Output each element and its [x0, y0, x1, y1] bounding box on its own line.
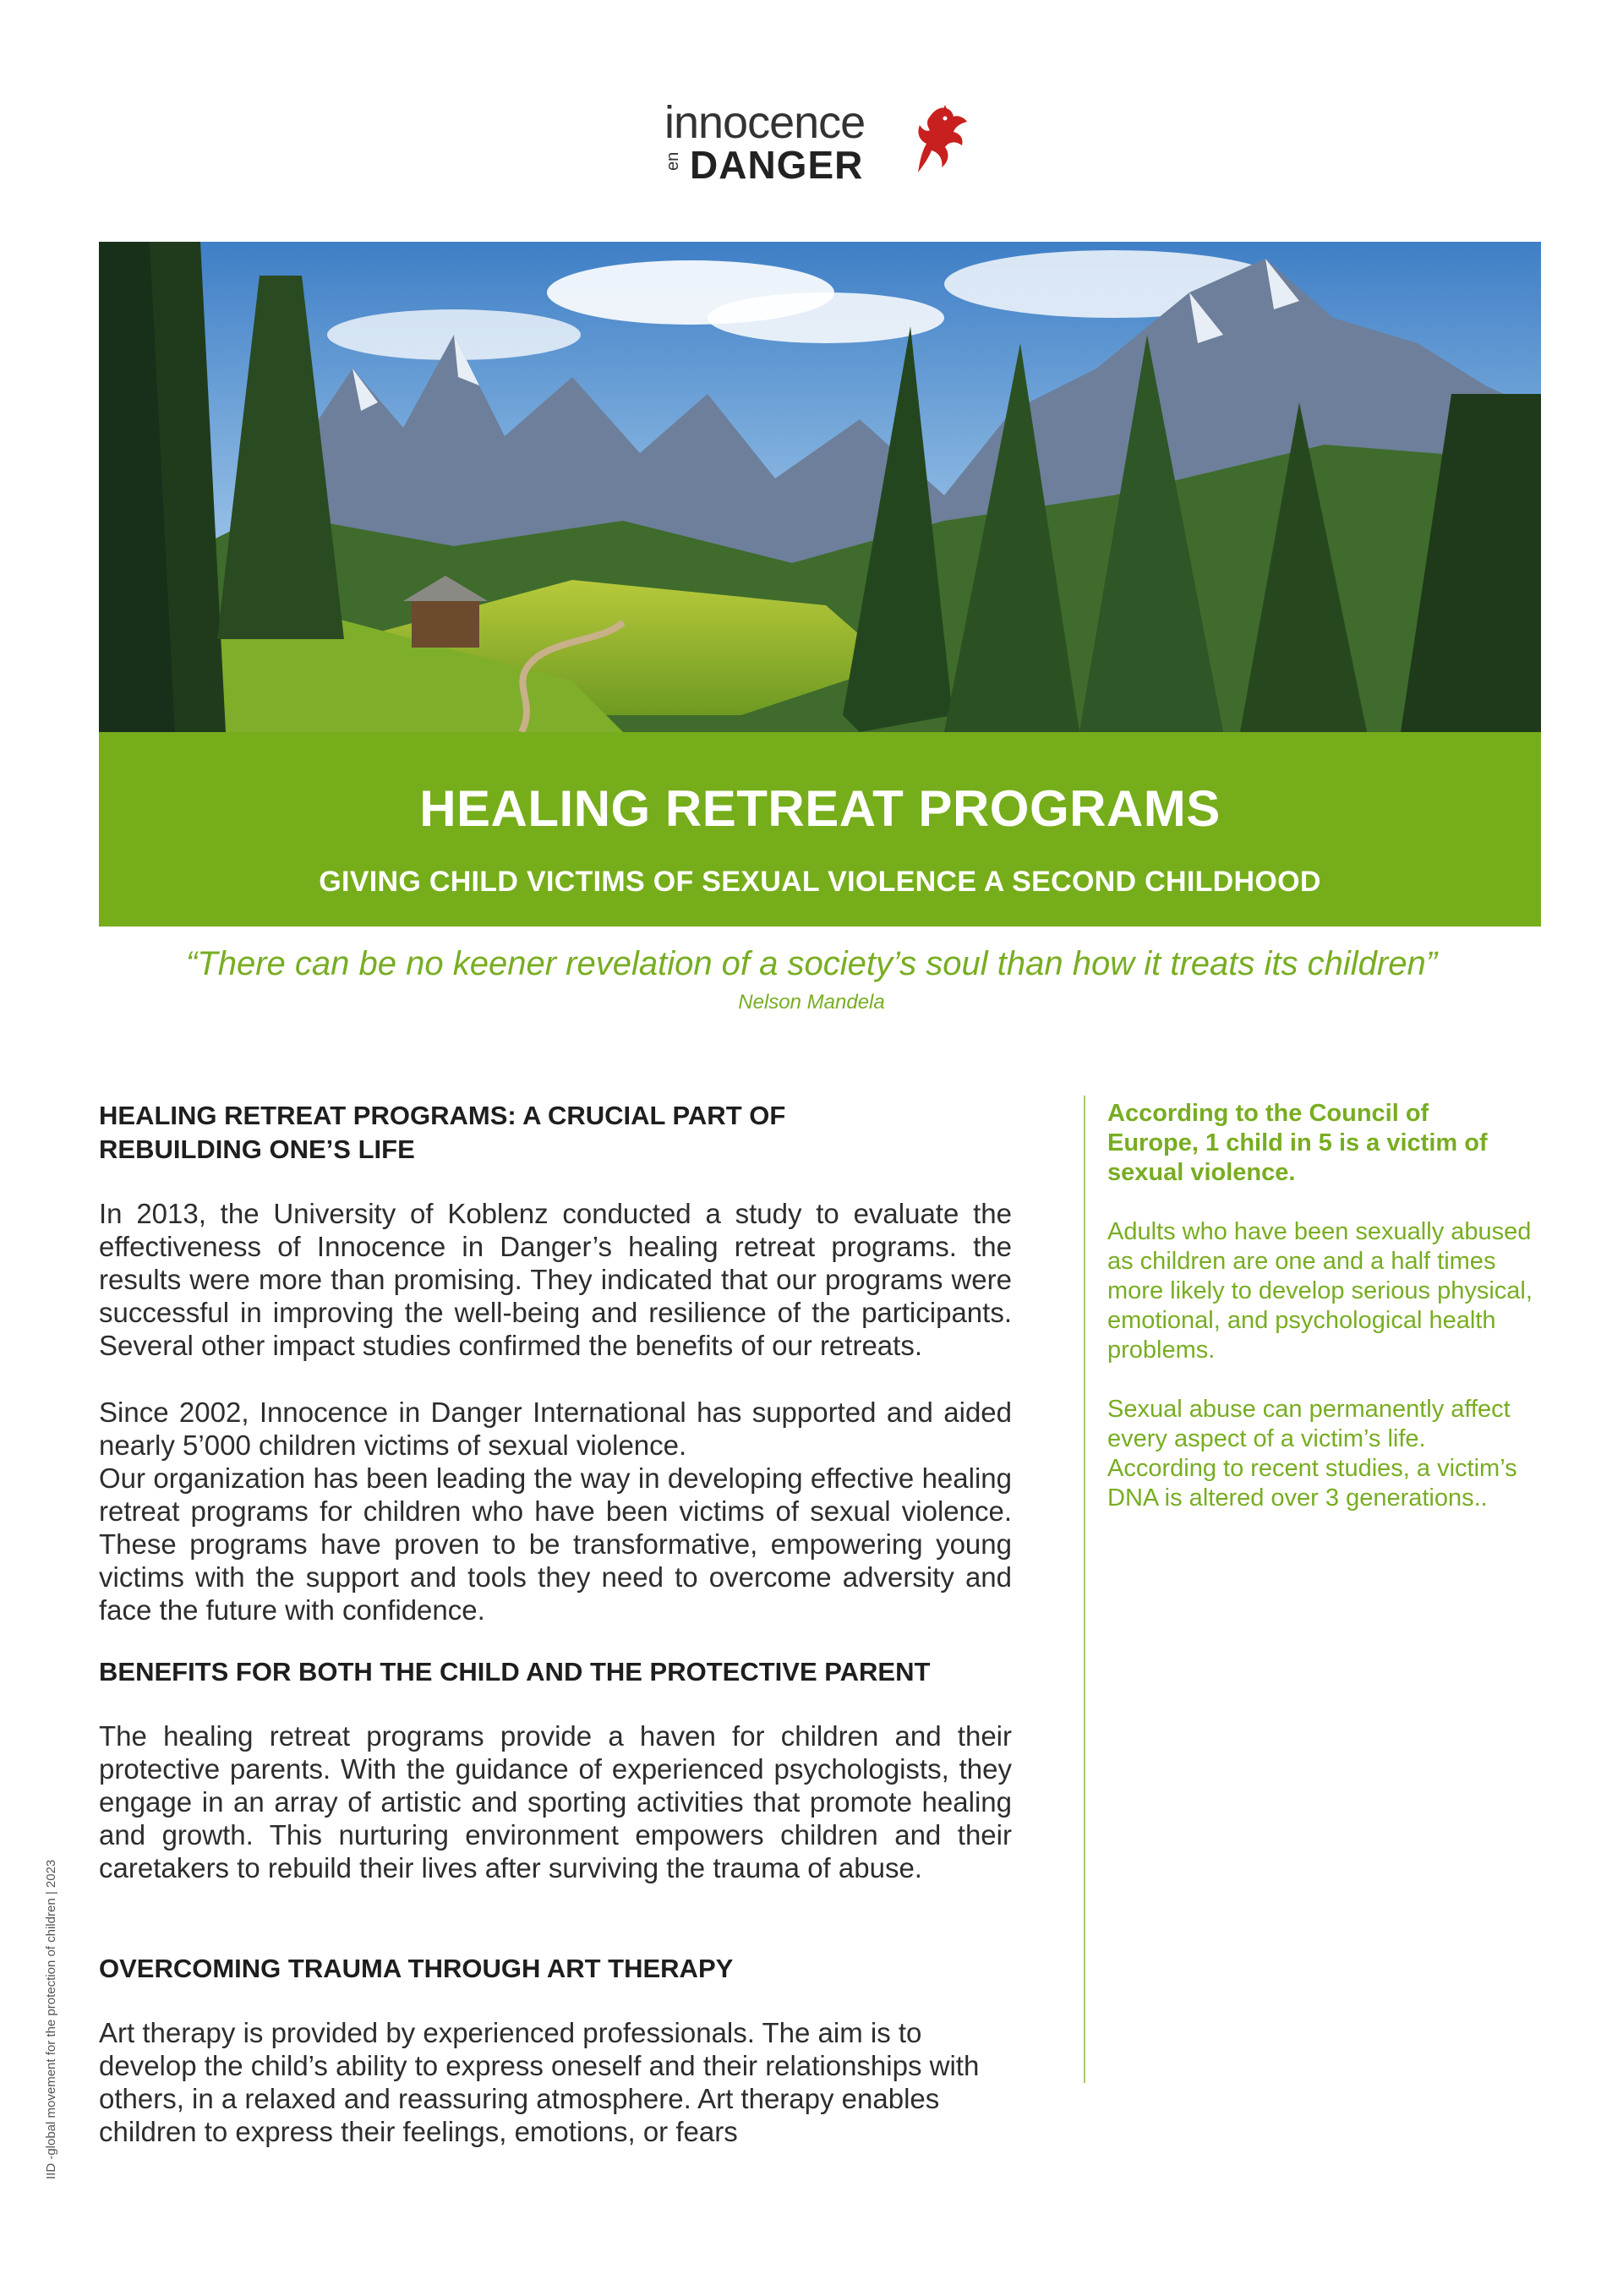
quote-author: Nelson Mandela [738, 991, 885, 1014]
footer-vertical-text: IID -global movement for the protection of children | 2023 [44, 1859, 58, 2179]
paragraph-since-2002: Since 2002, Innocence in Danger International has supported and aided nearly 5’000 children victims of sexual violence. [99, 1397, 1012, 1461]
column-divider [1084, 1096, 1085, 2083]
sidebar-facts [1107, 1099, 1547, 1513]
title-banner [99, 732, 1541, 927]
section-heading-benefits: BENEFITS FOR BOTH THE CHILD AND THE PROTECTIVE PARENT [99, 1657, 931, 1686]
paragraph-organization: Our organization has been leading the way in developing effective healing retreat programs for children who have been victims of sexual violence. These programs have proven to be transformative, empowering young victims with the support and tools they need to overcome adversity and face the future with confidence. [99, 1462, 1012, 1626]
paragraph-koblenz-study: In 2013, the University of Koblenz conducted a study to evaluate the effectiveness of Innocence in Danger’s healing retreat programs. the results were more than promising. They indicated that our programs were successful in improving the well-being and resilience of the participants. Several other impact studies confirmed the benefits of our retreats. [99, 1198, 1012, 1361]
paragraph-art-therapy: Art therapy is provided by experienced professionals. The aim is to develop the child’s ability to express oneself and their relationships with others, in a relaxed and reassuring atmosphere. Art therapy enables children to express their feelings, emotions, or fears [99, 2017, 980, 2147]
rooster-icon [904, 100, 969, 184]
quote-text: “There can be no keener revelation of a society’s soul than how it treats its children” [185, 945, 1438, 982]
section-heading-art-therapy: OVERCOMING TRAUMA THROUGH ART THERAPY [99, 1954, 734, 1983]
logo-word-danger: DANGER [690, 143, 864, 187]
logo-word-innocence: innocence [664, 97, 866, 148]
paragraph-benefits: The healing retreat programs provide a haven for children and their protective parents. With the guidance of experienced psychologists, they engage in an array of artistic and sporting activities that promote healing and growth. This nurturing environment empowers children and their caretakers to rebuild their lives after surviving the trauma of abuse. [99, 1720, 1012, 1883]
sidebar-adults-paragraph: Adults who have been sexually abused as children are one and a half times more likely to develop serious physical, emotional, and psychological health problems. [1107, 1218, 1533, 1364]
sidebar-permanent-paragraph: Sexual abuse can permanently affect every aspect of a victim’s life. [1107, 1396, 1511, 1452]
sidebar-dna-paragraph: According to recent studies, a victim’s DNA is altered over 3 generations.. [1107, 1455, 1517, 1512]
sidebar-statistic: According to the Council of Europe, 1 child in 5 is a victim of sexual violence. [1107, 1100, 1488, 1186]
brand-logo [664, 97, 969, 187]
hero-landscape-image [99, 242, 1541, 732]
logo-word-en: en [664, 151, 682, 171]
section-heading-rebuilding: HEALING RETREAT PROGRAMS: A CRUCIAL PART OF REBUILDING ONE’S LIFE [99, 1101, 786, 1164]
page-subtitle: GIVING CHILD VICTIMS OF SEXUAL VIOLENCE A SECOND CHILDHOOD [319, 866, 1321, 898]
main-content [99, 1099, 1012, 2148]
page-title: HEALING RETREAT PROGRAMS [419, 780, 1221, 837]
